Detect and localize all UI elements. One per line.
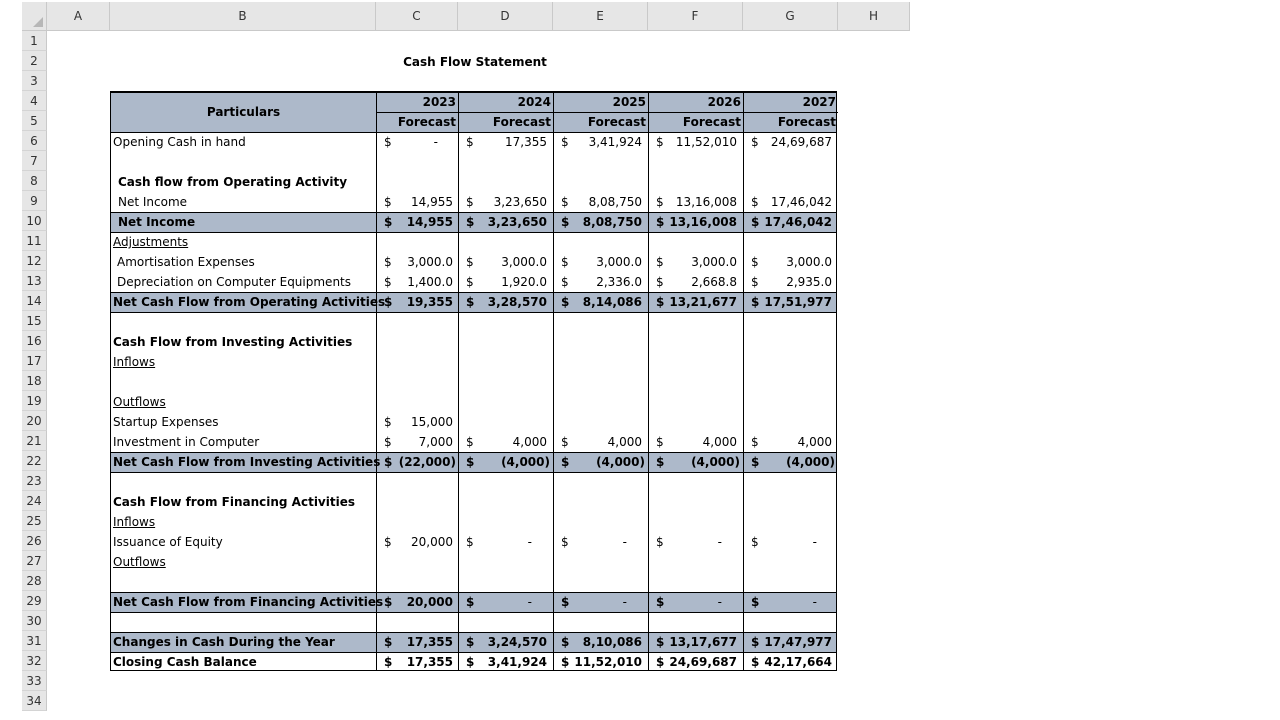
row-header[interactable]: 10	[22, 211, 47, 231]
currency-symbol: $	[561, 535, 569, 549]
row-header[interactable]: 6	[22, 131, 47, 151]
cell-value[interactable]: 13,17,677	[669, 635, 737, 649]
currency-symbol: $	[751, 215, 760, 229]
cash-flow-table	[110, 91, 837, 671]
column-header-bar	[0, 0, 910, 31]
cell-value[interactable]: 3,000.0	[501, 255, 547, 269]
row-label-amortisation[interactable]: Amortisation Expenses	[117, 255, 255, 269]
cell-value[interactable]: 8,08,750	[588, 195, 642, 209]
grid-line	[376, 92, 377, 670]
row-header[interactable]: 25	[22, 511, 47, 531]
forecast-header[interactable]: Forecast	[682, 115, 741, 129]
cell-value[interactable]: 8,14,086	[582, 295, 642, 309]
row-header[interactable]: 28	[22, 571, 47, 591]
cell-value[interactable]: 1,400.0	[407, 275, 453, 289]
cell-value[interactable]: -	[812, 535, 817, 549]
currency-symbol: $	[384, 415, 392, 429]
row-label-outflows[interactable]: Outflows	[113, 395, 166, 409]
row-header[interactable]: 3	[22, 71, 47, 91]
cell-value[interactable]: 3,41,924	[487, 655, 547, 669]
cell-value[interactable]: -	[433, 135, 438, 149]
grid-line	[111, 612, 836, 613]
row-header[interactable]: 7	[22, 151, 47, 171]
cell-value[interactable]: -	[527, 595, 532, 609]
row-header[interactable]: 14	[22, 291, 47, 311]
cell-value[interactable]: 2,935.0	[786, 275, 832, 289]
section-title-financing[interactable]: Cash Flow from Financing Activities	[113, 495, 355, 509]
currency-symbol: $	[561, 295, 570, 309]
row-header[interactable]: 8	[22, 171, 47, 191]
year-header[interactable]: 2025	[612, 95, 646, 109]
currency-symbol: $	[466, 655, 475, 669]
column-header-h[interactable]: H	[838, 2, 910, 31]
cell-value[interactable]: 17,46,042	[764, 215, 832, 229]
row-header[interactable]: 29	[22, 591, 47, 611]
cell-value[interactable]: 17,355	[505, 135, 547, 149]
currency-symbol: $	[384, 635, 393, 649]
currency-symbol: $	[384, 275, 392, 289]
cell-value[interactable]: 13,16,008	[669, 215, 737, 229]
currency-symbol: $	[656, 435, 664, 449]
currency-symbol: $	[466, 595, 475, 609]
cell-value[interactable]: 17,355	[406, 655, 453, 669]
currency-symbol: $	[561, 215, 570, 229]
row-header[interactable]: 15	[22, 311, 47, 331]
row-label-net-income[interactable]: Net Income	[118, 195, 188, 209]
select-all-corner[interactable]	[22, 2, 47, 31]
row-header[interactable]: 27	[22, 551, 47, 571]
row-header[interactable]: 24	[22, 491, 47, 511]
row-header[interactable]: 2	[22, 51, 47, 71]
row-header[interactable]: 26	[22, 531, 47, 551]
row-header[interactable]: 20	[22, 411, 47, 431]
currency-symbol: $	[384, 655, 393, 669]
column-header-e[interactable]: E	[553, 2, 648, 31]
row-label-depreciation[interactable]: Depreciation on Computer Equipments	[117, 275, 351, 289]
row-label-net-financing[interactable]: Net Cash Flow from Financing Activities	[113, 595, 384, 609]
row-label-investment-computer[interactable]: Investment in Computer	[113, 435, 260, 449]
currency-symbol: $	[466, 275, 474, 289]
currency-symbol: $	[751, 255, 759, 269]
cell-value[interactable]: 14,955	[406, 215, 453, 229]
cell-value[interactable]: 3,28,570	[487, 295, 547, 309]
currency-symbol: $	[751, 435, 759, 449]
currency-symbol: $	[466, 535, 474, 549]
currency-symbol: $	[751, 275, 759, 289]
cell-value[interactable]: 4,000	[797, 435, 832, 449]
particulars-header[interactable]: Particulars	[206, 105, 281, 119]
row-header[interactable]: 17	[22, 351, 47, 371]
cell-value[interactable]: 14,955	[411, 195, 453, 209]
currency-symbol: $	[561, 135, 569, 149]
currency-symbol: $	[656, 595, 665, 609]
cell-value[interactable]: 13,16,008	[675, 195, 737, 209]
row-label-issuance-equity[interactable]: Issuance of Equity	[113, 535, 223, 549]
row-label-closing-cash[interactable]: Closing Cash Balance	[113, 655, 257, 669]
currency-symbol: $	[466, 195, 474, 209]
currency-symbol: $	[751, 595, 760, 609]
currency-symbol: $	[656, 255, 664, 269]
cell-value[interactable]: 3,000.0	[407, 255, 453, 269]
currency-symbol: $	[656, 135, 664, 149]
cell-value[interactable]: 17,46,042	[770, 195, 832, 209]
cell-value[interactable]: 8,10,086	[582, 635, 642, 649]
grid-line	[553, 92, 554, 670]
column-header-d[interactable]: D	[458, 2, 553, 31]
cell-value[interactable]: 20,000	[406, 595, 453, 609]
currency-symbol: $	[751, 655, 760, 669]
cell-value[interactable]: 8,08,750	[582, 215, 642, 229]
cell-value[interactable]: 42,17,664	[764, 655, 832, 669]
currency-symbol: $	[656, 635, 665, 649]
cell-value[interactable]: 24,69,687	[669, 655, 737, 669]
cell-value[interactable]: (4,000)	[691, 455, 740, 469]
row-header[interactable]: 1	[22, 31, 47, 51]
select-all-triangle-icon	[33, 17, 43, 27]
cell-value[interactable]: 19,355	[406, 295, 453, 309]
column-header-b[interactable]: B	[110, 2, 376, 31]
row-header[interactable]: 19	[22, 391, 47, 411]
cell-value[interactable]: 7,000	[418, 435, 453, 449]
cell-value[interactable]: 2,668.8	[691, 275, 737, 289]
cell-value[interactable]: 20,000	[411, 535, 453, 549]
currency-symbol: $	[384, 135, 392, 149]
cell-value[interactable]: 4,000	[512, 435, 547, 449]
forecast-header[interactable]: Forecast	[587, 115, 646, 129]
cell-value[interactable]: 17,47,977	[764, 635, 832, 649]
currency-symbol: $	[384, 215, 393, 229]
cell-value[interactable]: 2,336.0	[596, 275, 642, 289]
cell-value[interactable]: 3,23,650	[493, 195, 547, 209]
forecast-header[interactable]: Forecast	[492, 115, 551, 129]
row-label-outflows[interactable]: Outflows	[113, 555, 166, 569]
cell-value[interactable]: 1,920.0	[501, 275, 547, 289]
currency-symbol: $	[561, 195, 569, 209]
cell-value[interactable]: (22,000)	[398, 455, 456, 469]
cell-value[interactable]: (4,000)	[596, 455, 645, 469]
currency-symbol: $	[656, 215, 665, 229]
row-label-net-operating[interactable]: Net Cash Flow from Operating Activities	[113, 295, 386, 309]
currency-symbol: $	[384, 195, 392, 209]
currency-symbol: $	[561, 275, 569, 289]
row-header[interactable]: 4	[22, 91, 47, 111]
cell-value[interactable]: (4,000)	[786, 455, 835, 469]
currency-symbol: $	[466, 135, 474, 149]
row-label-inflows[interactable]: Inflows	[113, 515, 156, 529]
cell-value[interactable]: -	[527, 535, 532, 549]
cell-value[interactable]: 15,000	[411, 415, 453, 429]
currency-symbol: $	[656, 655, 665, 669]
currency-symbol: $	[751, 535, 759, 549]
currency-symbol: $	[466, 295, 475, 309]
currency-symbol: $	[384, 535, 392, 549]
grid-line	[743, 92, 744, 670]
column-header-f[interactable]: F	[648, 2, 743, 31]
year-header[interactable]: 2023	[422, 95, 456, 109]
currency-symbol: $	[656, 275, 664, 289]
currency-symbol: $	[751, 195, 759, 209]
currency-symbol: $	[751, 455, 760, 469]
section-title-investing[interactable]: Cash Flow from Investing Activities	[113, 335, 353, 349]
row-header[interactable]: 23	[22, 471, 47, 491]
currency-symbol: $	[384, 255, 392, 269]
currency-symbol: $	[751, 635, 760, 649]
currency-symbol: $	[561, 455, 570, 469]
row-header[interactable]: 33	[22, 671, 47, 691]
currency-symbol: $	[384, 435, 392, 449]
forecast-header[interactable]: Forecast	[397, 115, 456, 129]
currency-symbol: $	[751, 135, 759, 149]
column-header-a[interactable]: A	[47, 2, 110, 31]
cell-value[interactable]: 3,000.0	[596, 255, 642, 269]
currency-symbol: $	[561, 435, 569, 449]
currency-symbol: $	[384, 455, 393, 469]
row-header[interactable]: 11	[22, 231, 47, 251]
cell-value[interactable]: -	[717, 595, 722, 609]
row-label-changes-in-cash[interactable]: Changes in Cash During the Year	[113, 635, 335, 649]
row-header[interactable]: 13	[22, 271, 47, 291]
year-header[interactable]: 2027	[802, 95, 836, 109]
cell-value[interactable]: 17,51,977	[764, 295, 832, 309]
row-header[interactable]: 18	[22, 371, 47, 391]
section-title-operating[interactable]: Cash flow from Operating Activity	[118, 175, 348, 189]
cell-value[interactable]: 3,000.0	[786, 255, 832, 269]
currency-symbol: $	[751, 295, 760, 309]
currency-symbol: $	[466, 215, 475, 229]
cell-value[interactable]: 24,69,687	[770, 135, 832, 149]
sheet-title[interactable]: Cash Flow Statement	[403, 55, 547, 69]
row-label-inflows[interactable]: Inflows	[113, 355, 156, 369]
currency-symbol: $	[561, 635, 570, 649]
currency-symbol: $	[466, 635, 475, 649]
row-header[interactable]: 16	[22, 331, 47, 351]
row-header[interactable]: 30	[22, 611, 47, 631]
currency-symbol: $	[656, 295, 665, 309]
row-header[interactable]: 12	[22, 251, 47, 271]
currency-symbol: $	[656, 455, 665, 469]
cell-value[interactable]: -	[622, 595, 627, 609]
currency-symbol: $	[384, 295, 393, 309]
row-header[interactable]: 34	[22, 691, 47, 711]
cell-value[interactable]: 11,52,010	[675, 135, 737, 149]
currency-symbol: $	[384, 595, 393, 609]
cell-value[interactable]: (4,000)	[501, 455, 550, 469]
currency-symbol: $	[466, 455, 475, 469]
currency-symbol: $	[466, 435, 474, 449]
row-label-adjustments[interactable]: Adjustments	[113, 235, 189, 249]
cell-value[interactable]: 4,000	[702, 435, 737, 449]
grid-line	[458, 92, 459, 670]
column-header-g[interactable]: G	[743, 2, 838, 31]
currency-symbol: $	[561, 655, 570, 669]
row-label-net-income-total[interactable]: Net Income	[118, 215, 196, 229]
cell-value[interactable]: 4,000	[607, 435, 642, 449]
cell-value[interactable]: -	[622, 535, 627, 549]
row-header[interactable]: 22	[22, 451, 47, 471]
cell-value[interactable]: 3,23,650	[487, 215, 547, 229]
row-label-net-investing[interactable]: Net Cash Flow from Investing Activities	[113, 455, 381, 469]
cell-value[interactable]: 3,41,924	[588, 135, 642, 149]
grid-line	[648, 92, 649, 670]
year-header[interactable]: 2026	[707, 95, 741, 109]
cell-value[interactable]: 11,52,010	[574, 655, 642, 669]
row-header[interactable]: 31	[22, 631, 47, 651]
column-header-c[interactable]: C	[376, 2, 458, 31]
row-header[interactable]: 9	[22, 191, 47, 211]
currency-symbol: $	[466, 255, 474, 269]
cell-value[interactable]: 17,355	[406, 635, 453, 649]
currency-symbol: $	[656, 195, 664, 209]
row-header[interactable]: 5	[22, 111, 47, 131]
row-header[interactable]: 21	[22, 431, 47, 451]
currency-symbol: $	[561, 255, 569, 269]
currency-symbol: $	[561, 595, 570, 609]
cell-value[interactable]: 3,24,570	[487, 635, 547, 649]
row-header[interactable]: 32	[22, 651, 47, 671]
cell-value[interactable]: 3,000.0	[691, 255, 737, 269]
currency-symbol: $	[656, 535, 664, 549]
row-label-startup-expenses[interactable]: Startup Expenses	[113, 415, 219, 429]
cell-value[interactable]: 13,21,677	[669, 295, 737, 309]
year-header[interactable]: 2024	[517, 95, 551, 109]
cell-value[interactable]: -	[812, 595, 817, 609]
cell-value[interactable]: -	[717, 535, 722, 549]
forecast-header[interactable]: Forecast	[777, 115, 836, 129]
row-label-opening-cash[interactable]: Opening Cash in hand	[113, 135, 246, 149]
